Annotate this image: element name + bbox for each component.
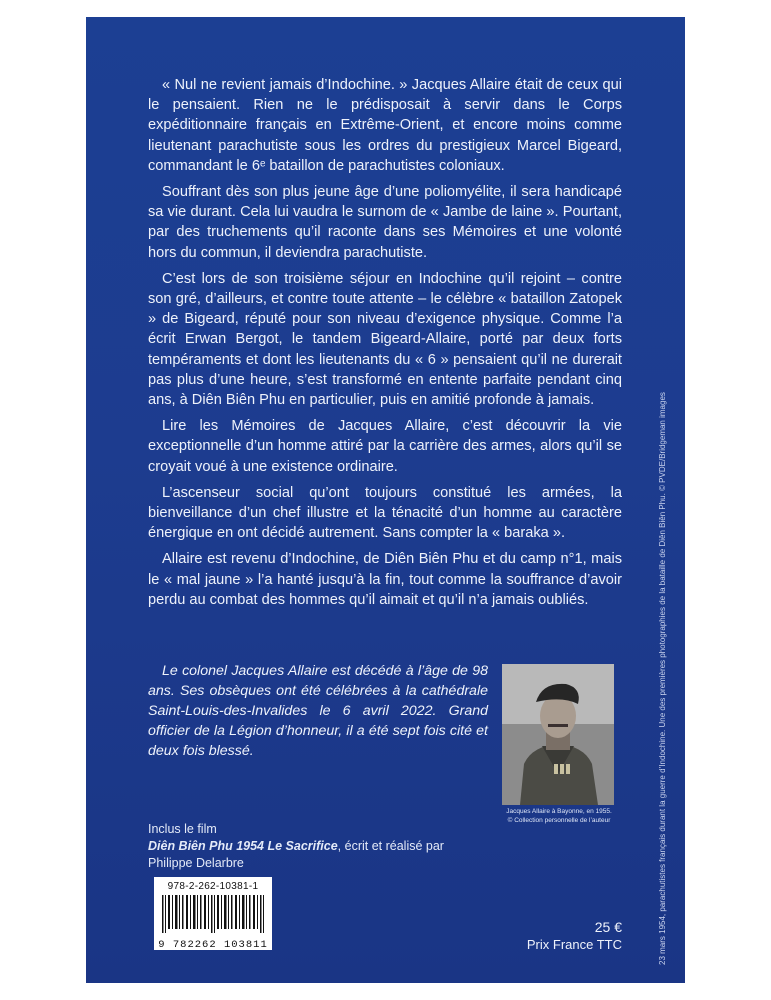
blurb-paragraph-6: Allaire est revenu d’Indochine, de Diên Biên Phu et du camp n°1, mais le « mal jaune » l’a hanté jusqu’à la fin, tout comme la souffrance d’avoir perdu au combat des hommes qu’il aimait et qu’il n’a jamais oubliés.: [148, 551, 622, 608]
blurb-paragraph-3: C’est lors de son troisième séjour en Indochine qu’il rejoint – contre son gré, d’ailleurs, et contre toute attente – le célèbre « bataillon Zatopek » de Bigeard, réputé pour son niveau d’exigence physique. Comme l’a écrit Erwan Bergot, le tandem Bigeard-Allaire, porté par deux forts tempéraments et dont les lieutenants du « 6 » pensaient qu’il ne durerait pas plus d’une heure, s’est transformé en entente parfaite pendant cinq ans, à Diên Biên Phu en particulier, puis en amitié profonde à jamais.: [148, 270, 622, 409]
film-title: Diên Biên Phu 1954 Le Sacrifice: [148, 839, 338, 853]
blurb-paragraph-4: Lire les Mémoires de Jacques Allaire, c’est découvrir la vie exceptionnelle d’un homme attiré par la carrière des armes, alors qu’il se croyait voué à une existence ordinaire.: [148, 418, 622, 475]
photo-caption-line-1: Jacques Allaire à Bayonne, en 1955.: [506, 808, 612, 815]
author-photo: [502, 664, 614, 805]
price-amount: 25 €: [594, 919, 622, 935]
blurb-paragraph-2: Souffrant dès son plus jeune âge d’une poliomyélite, il sera handicapé sa vie durant. Cela lui vaudra le surnom de « Jambe de laine ». Pourtant, par des truchements qu’il raconte dans ses Mémoires et une volonté hors du commun, il deviendra parachutiste.: [148, 184, 622, 261]
price-block: [522, 919, 622, 953]
blurb: [148, 75, 622, 616]
blurb-paragraph-5: L’ascenseur social qu’ont toujours constitué les armées, la bienveillance d’un chef illustre et la ténacité d’un homme au caractère énergique en ont décidé autrement. Sans compter la « baraka ».: [148, 484, 622, 542]
photo-caption-line-2: © Collection personnelle de l’auteur: [507, 817, 611, 824]
blurb-paragraph-1: « Nul ne revient jamais d’Indochine. » Jacques Allaire était de ceux qui le pensaient. Rien ne le prédisposait à servir dans le Corps expéditionnaire français en Extrême-Orient, et encore moins comme lieutenant parachutiste sous les ordres du prestigieux Marcel Bigeard, commandant le 6ᵉ bataillon de parachutistes coloniaux.: [148, 77, 622, 174]
photo-caption: [494, 807, 624, 825]
isbn-number: 978-2-262-10381-1: [167, 881, 259, 892]
barcode-bars-icon: [158, 895, 268, 933]
author-bio: [148, 661, 488, 761]
barcode-digits: 9 782262 103811: [158, 939, 268, 951]
price-label: Prix France TTC: [526, 937, 622, 952]
cover-photo-credit: 23 mars 1954, parachutistes français durant la guerre d’Indochine. Une des premières photographies de la bataille de Diên Biên Phu. © PVDE/Bridgeman images: [658, 392, 667, 965]
film-credit: , écrit et réalisé par Philippe Delarbre: [148, 839, 444, 870]
soldier-portrait-image: [502, 664, 614, 805]
back-cover: [86, 17, 685, 983]
film-note: [148, 821, 448, 872]
film-title-line: [148, 838, 448, 872]
film-intro: Inclus le film: [148, 822, 217, 836]
isbn-barcode: [154, 877, 272, 950]
author-bio-text: Le colonel Jacques Allaire est décédé à l’âge de 98 ans. Ses obsèques ont été célébrées à la cathédrale Saint-Louis-des-Invalides le 6 avril 2022. Grand officier de la Légion d’honneur, il a été sept fois cité et deux fois blessé.: [148, 663, 488, 759]
